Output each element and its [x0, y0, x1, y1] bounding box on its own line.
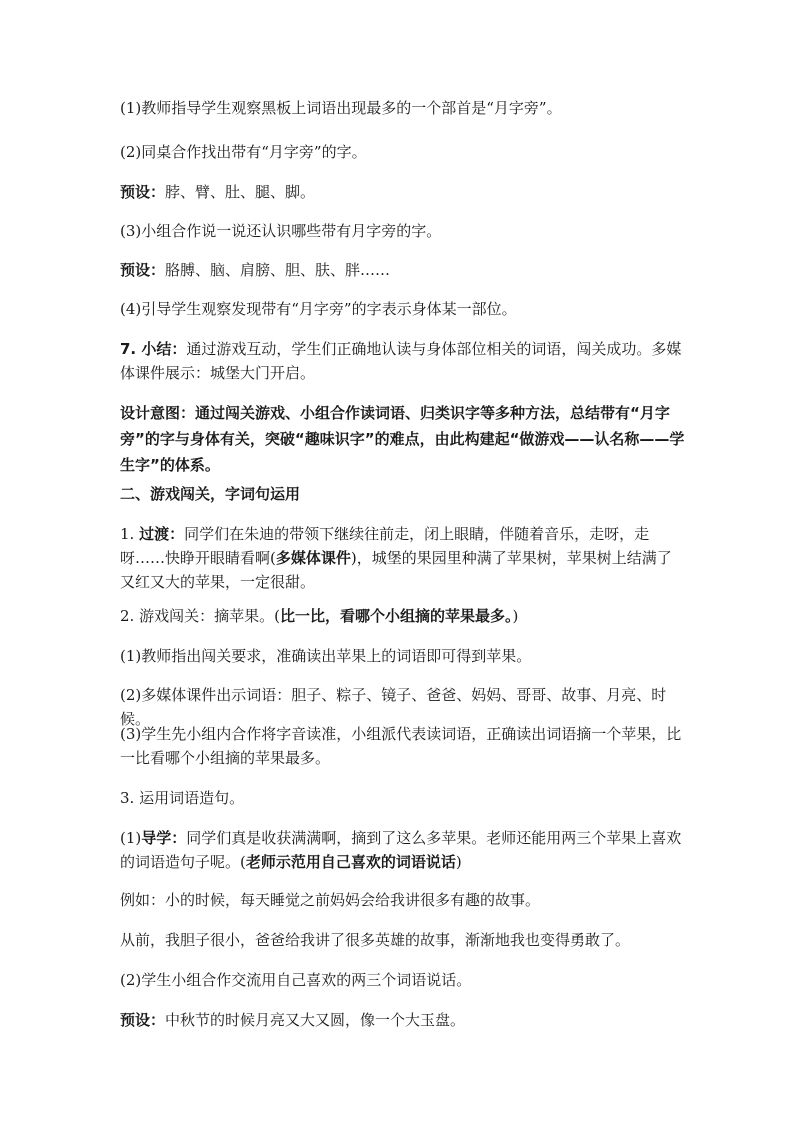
guide-paragraph: (1)导学：同学们真是收获满满啊，摘到了这么多苹果。老师还能用两三个苹果上喜欢的词语造句子呢。(老师示范用自己喜欢的词语说话) [120, 829, 682, 871]
paragraph-3: (3)小组合作说一说还认识哪些带有月字旁的字。 [120, 222, 442, 240]
game-note: 比一比，看哪个小组摘的苹果最多。 [279, 607, 513, 625]
summary-label: 7. 小结： [120, 340, 187, 358]
teacher-demo-note: 老师示范用自己喜欢的词语说话 [245, 853, 456, 871]
game-paragraph: 2. 游戏闯关：摘苹果。(比一比，看哪个小组摘的苹果最多。) [120, 607, 519, 625]
summary-paragraph: 7. 小结：通过游戏互动，学生们正确地认读与身体部位相关的词语，闯关成功。多媒体课件展示：城堡大门开启。 [120, 340, 682, 382]
preset-3: 预设：中秋节的时候月亮又大又圆，像一个大玉盘。 [120, 1011, 466, 1029]
game-step-2: (2)多媒体课件出示词语：胆子、粽子、镜子、爸爸、妈妈、哥哥、故事、月亮、时候。 [120, 686, 667, 728]
paragraph-1: (1)教师指导学生观察黑板上词语出现最多的一个部首是“月字旁”。 [120, 99, 562, 117]
transition-paragraph: 1. 过渡：同学们在朱迪的带领下继续往前走，闭上眼睛，伴随着音乐，走呀，走呀……快睁开眼睛看啊(多媒体课件)，城堡的果园里种满了苹果树，苹果树上结满了又红又大的苹果，一定很甜。 [120, 525, 672, 591]
sentence-heading: 3. 运用词语造句。 [120, 789, 245, 807]
multimedia-label: 多媒体课件 [275, 549, 351, 567]
preset-label: 预设： [120, 261, 166, 279]
game-step-3: (3)学生先小组内合作将字音读准，小组派代表读词语，正确读出词语摘一个苹果，比一比看哪个小组摘的苹果最多。 [120, 725, 682, 767]
game-step-1: (1)教师指出闯关要求，准确读出苹果上的词语即可得到苹果。 [120, 647, 532, 665]
group-step: (2)学生小组合作交流用自己喜欢的两三个词语说话。 [120, 971, 472, 989]
transition-label: 过渡： [139, 525, 185, 543]
preset-1: 预设：脖、臂、肚、腿、脚。 [120, 183, 316, 201]
example-2: 从前，我胆子很小，爸爸给我讲了很多英雄的故事，渐渐地我也变得勇敢了。 [120, 931, 631, 949]
paragraph-2: (2)同桌合作找出带有“月字旁”的字。 [120, 143, 367, 161]
example-1: 例如：小的时候，每天睡觉之前妈妈会给我讲很多有趣的故事。 [120, 891, 541, 909]
preset-label: 预设： [120, 183, 166, 201]
paragraph-4: (4)引导学生观察发现带有“月字旁”的字表示身体某一部位。 [120, 300, 517, 318]
guide-label: 导学： [141, 829, 187, 847]
design-intent: 设计意图：通过闯关游戏、小组合作读词语、归类识字等多种方法，总结带有“月字旁”的字与身体有关，突破“趣味识字”的难点，由此构建起“做游戏——认名称——学生字”的体系。 [120, 404, 685, 474]
preset-2: 预设：胳膊、脑、肩膀、胆、肤、胖…… [120, 261, 391, 279]
section-heading: 二、游戏闯关，字词句运用 [120, 485, 301, 503]
preset-label: 预设： [120, 1011, 166, 1029]
